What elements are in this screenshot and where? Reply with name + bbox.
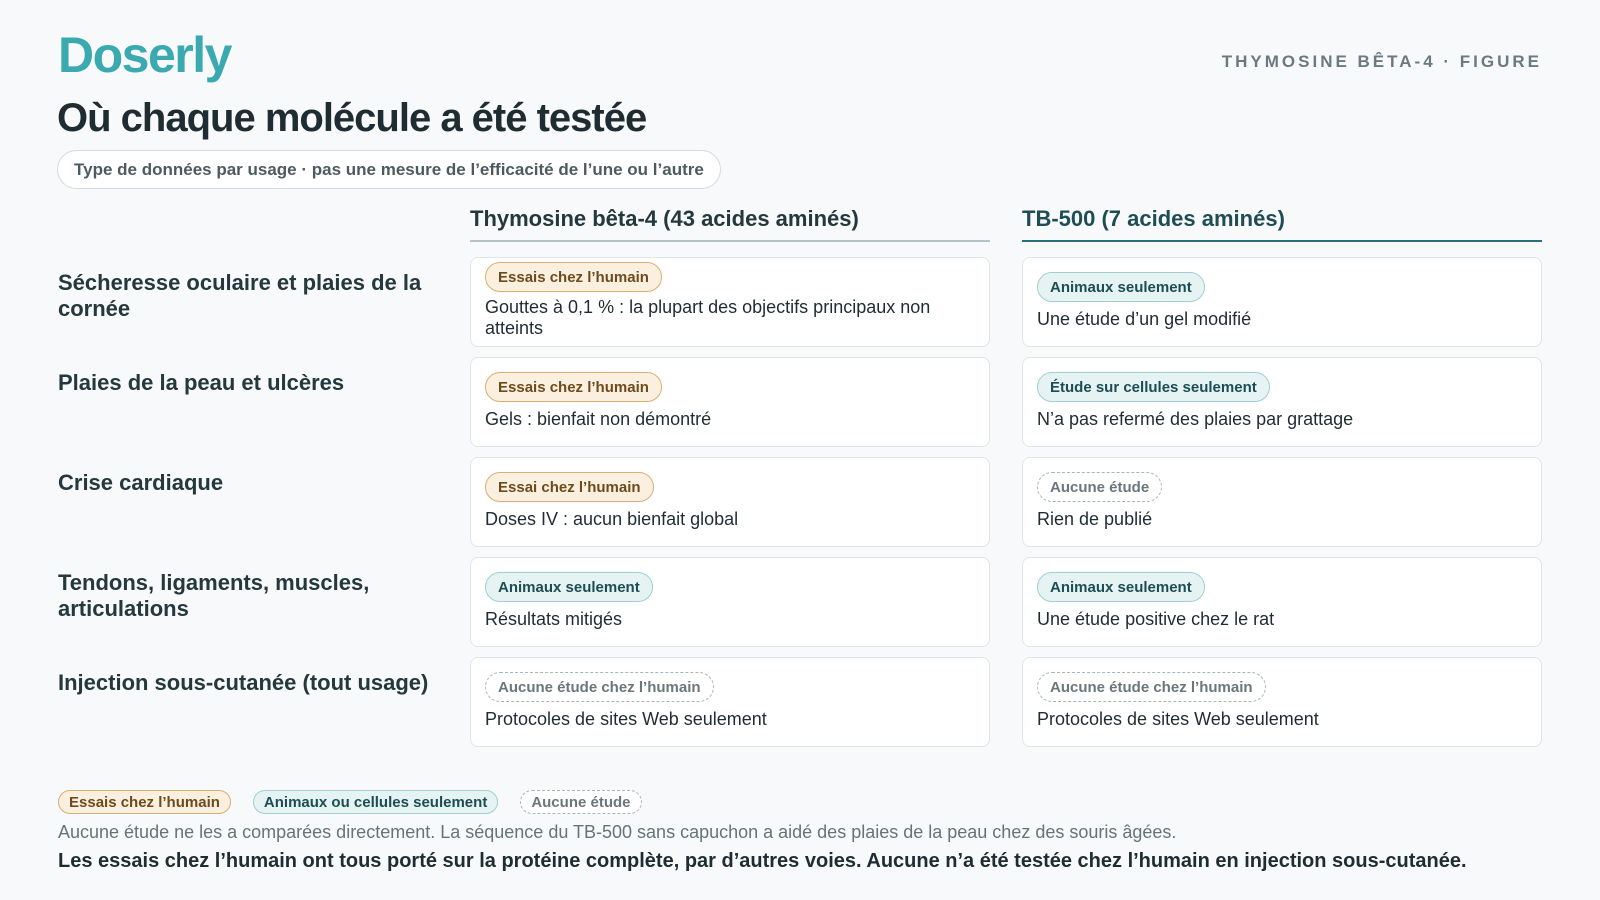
legend-item-animal: Animaux ou cellules seulement xyxy=(253,790,498,814)
status-badge: Animaux seulement xyxy=(485,572,653,602)
brand-logo: Doserly xyxy=(58,27,231,83)
row-label-heart: Crise cardiaque xyxy=(58,470,224,495)
cell-injection-tb500 xyxy=(1022,657,1542,747)
cell-text: Gels : bienfait non démontré xyxy=(485,409,712,429)
status-badge: Aucune étude chez l’humain xyxy=(1037,672,1266,702)
cell-text: Doses IV : aucun bienfait global xyxy=(485,509,739,529)
row-label-tendons: Tendons, ligaments, muscles, articulations xyxy=(58,570,370,621)
cell-text: N’a pas refermé des plaies par grattage xyxy=(1037,409,1354,429)
status-badge: Aucune étude xyxy=(1037,472,1162,502)
cell-text: Gouttes à 0,1 % : la plupart des objectifs principaux non atteints xyxy=(485,297,931,338)
row-label-eye: Sécheresse oculaire et plaies de la cornée xyxy=(58,270,422,321)
cell-heart-tb500 xyxy=(1022,457,1542,547)
status-badge: Étude sur cellules seulement xyxy=(1037,372,1270,402)
cell-tendons-tb500 xyxy=(1022,557,1542,647)
row-label-injection: Injection sous-cutanée (tout usage) xyxy=(58,670,429,695)
subtitle-text: Type de données par usage · pas une mesure de l’efficacité de l’une ou l’autre xyxy=(74,159,704,179)
cell-eye-tb500 xyxy=(1022,257,1542,347)
cell-heart-thymosine xyxy=(470,457,990,547)
status-badge: Essai chez l’humain xyxy=(485,472,654,502)
cell-text: Protocoles de sites Web seulement xyxy=(1037,709,1319,729)
cell-text: Protocoles de sites Web seulement xyxy=(485,709,767,729)
takeaway: Les essais chez l’humain ont tous porté sur la protéine complète, par d’autres voies. Aucune n’a été testée chez l’humain en injection sous-cutanée. xyxy=(58,850,1467,872)
legend-item-human: Essais chez l’humain xyxy=(58,790,231,814)
footnote: Aucune étude ne les a comparées directement. La séquence du TB-500 sans capuchon a aidé des plaies de la peau chez des souris âgées. xyxy=(58,822,1177,842)
page-title: Où chaque molécule a été testée xyxy=(57,96,647,140)
legend xyxy=(58,790,642,814)
row-label-skin: Plaies de la peau et ulcères xyxy=(58,370,345,395)
cell-text: Résultats mitigés xyxy=(485,609,623,629)
cell-injection-thymosine xyxy=(470,657,990,747)
column-header-thymosine: Thymosine bêta-4 (43 acides aminés) xyxy=(470,206,990,242)
column-header-tb500: TB-500 (7 acides aminés) xyxy=(1022,206,1542,242)
cell-skin-thymosine xyxy=(470,357,990,447)
cell-skin-tb500 xyxy=(1022,357,1542,447)
status-badge: Essais chez l’humain xyxy=(485,372,662,402)
legend-item-none: Aucune étude xyxy=(520,790,641,814)
status-badge: Aucune étude chez l’humain xyxy=(485,672,714,702)
cell-text: Rien de publié xyxy=(1037,509,1153,529)
status-badge: Animaux seulement xyxy=(1037,272,1205,302)
subtitle-pill xyxy=(57,150,721,189)
status-badge: Essais chez l’humain xyxy=(485,262,662,292)
status-badge: Animaux seulement xyxy=(1037,572,1205,602)
cell-eye-thymosine xyxy=(470,257,990,347)
figure-kicker: THYMOSINE BÊTA-4 · FIGURE xyxy=(1221,52,1542,71)
cell-tendons-thymosine xyxy=(470,557,990,647)
cell-text: Une étude d’un gel modifié xyxy=(1037,309,1252,329)
cell-text: Une étude positive chez le rat xyxy=(1037,609,1275,629)
